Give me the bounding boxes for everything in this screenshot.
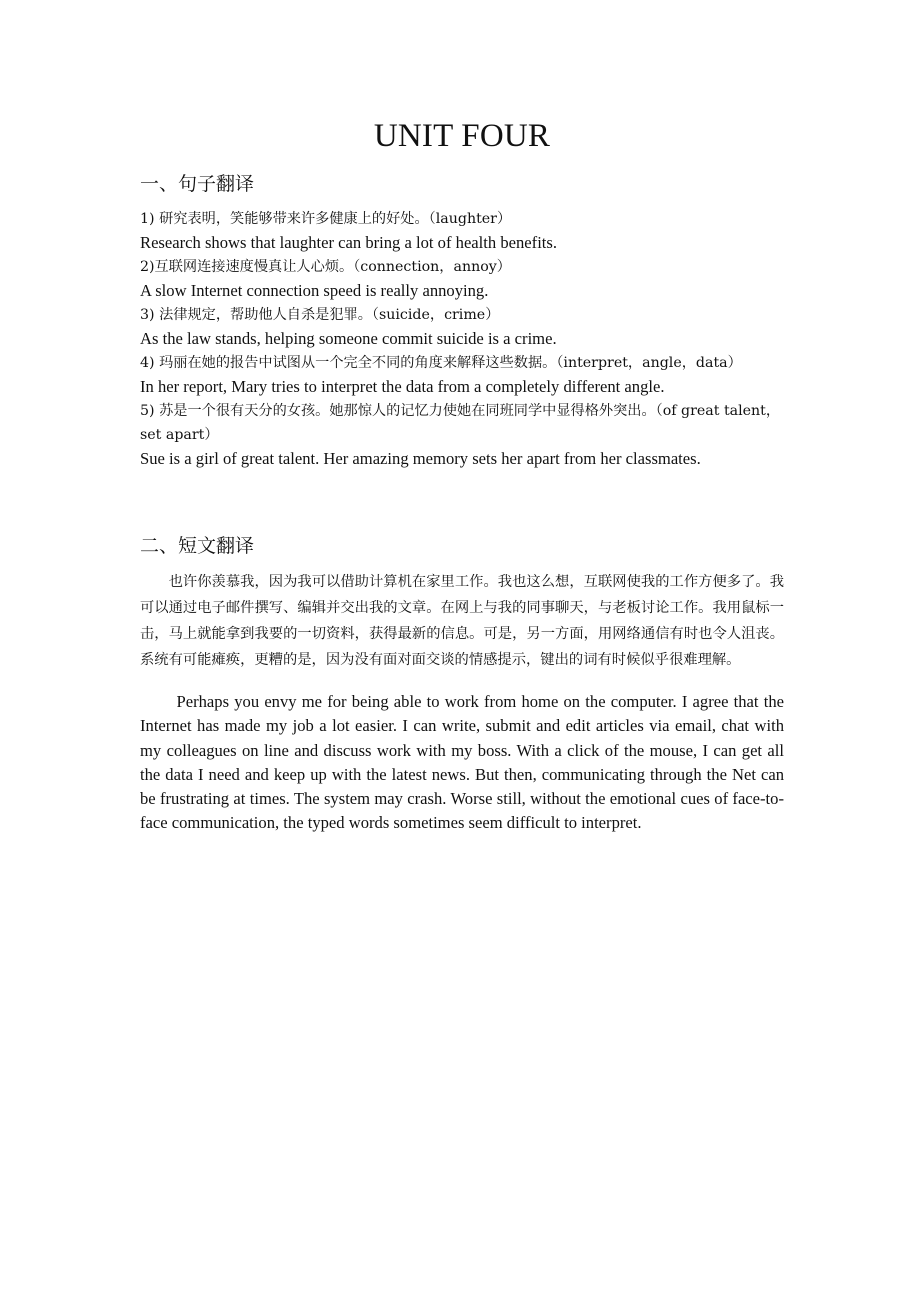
chinese-sentence: 2)互联网连接速度慢真让人心烦。（connection，annoy） [140,259,511,275]
page-title: UNIT FOUR [373,118,551,154]
chinese-sentence: 1) 研究表明，笑能够带来许多健康上的好处。（laughter） [140,211,512,227]
list-item [140,303,784,351]
english-translation: A slow Internet connection speed is really annoying. [140,281,489,300]
section-heading-passage-translation: 二、短文翻译 [140,535,255,557]
section-heading-sentence-translation: 一、句子翻译 [140,173,255,195]
chinese-sentence: 4) 玛丽在她的报告中试图从一个完全不同的角度来解释这些数据。（interpret，angle，data） [140,355,742,371]
chinese-passage: 也许你羡慕我，因为我可以借助计算机在家里工作。我也这么想，互联网使我的工作方便多了。我可以通过电子邮件撰写、编辑并交出我的文章。在网上与我的同事聊天，与老板讨论工作。我用鼠标一击，马上就能拿到我要的一切资料，获得最新的信息。可是，另一方面，用网络通信有时也令人沮丧。系统有可能瘫痪，更糟的是，因为没有面对面交谈的情感提示，键出的词有时候似乎很难理解。 [140,574,784,668]
english-translation: Research shows that laughter can bring a lot of health benefits. [140,233,558,252]
sentence-list [140,207,784,471]
list-item [140,207,784,255]
english-passage: Perhaps you envy me for being able to work from home on the computer. I agree that the Internet has made my job a lot easier. I can write, submit and edit articles via email, chat with my colleagues on line and discuss work with my boss. With a click of the mouse, I can get all the data I need and keep up with the latest news. But then, communicating through the Net can be frustrating at times. The system may crash. Worse still, without the emotional cues of face-to-face communication, the typed words sometimes seem difficult to interpret. [140,692,784,833]
chinese-sentence: 5) 苏是一个很有天分的女孩。她那惊人的记忆力使她在同班同学中显得格外突出。（of great talent，set apart） [140,403,781,443]
list-item [140,399,784,471]
chinese-sentence: 3) 法律规定，帮助他人自杀是犯罪。（suicide，crime） [140,307,500,323]
list-item [140,255,784,303]
english-translation: As the law stands, helping someone commit suicide is a crime. [140,329,557,348]
english-translation: In her report, Mary tries to interpret the data from a completely different angle. [140,377,665,396]
list-item [140,351,784,399]
english-translation: Sue is a girl of great talent. Her amazing memory sets her apart from her classmates. [140,449,701,468]
